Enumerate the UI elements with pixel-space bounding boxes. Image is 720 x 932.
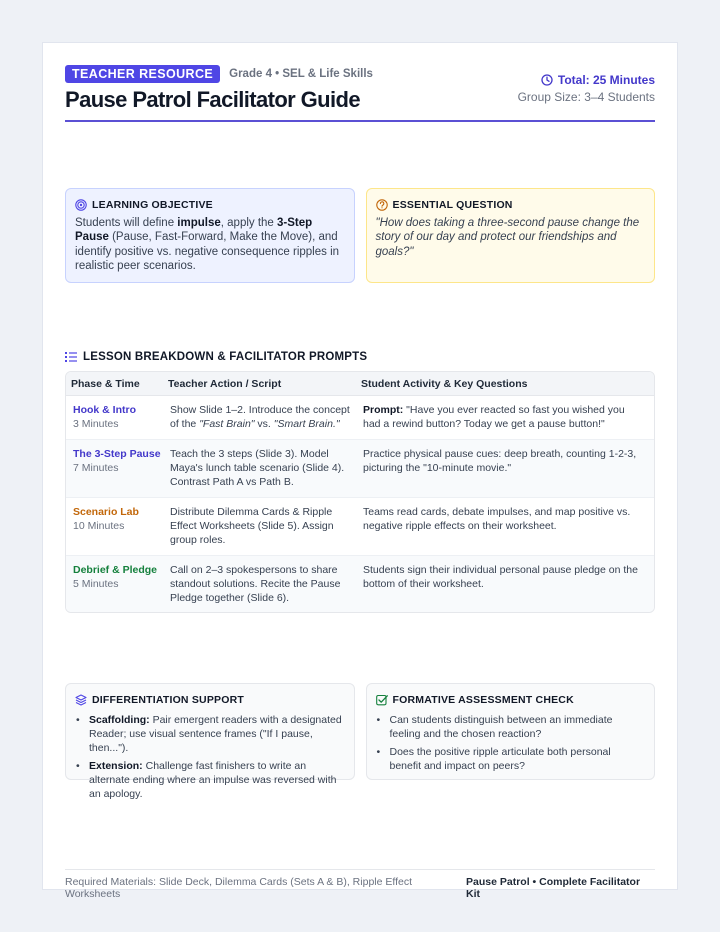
list-item: • Extension: Challenge fast finishers to write an alternate ending where an impulse was reversed with an apology. bbox=[75, 759, 345, 801]
page-header bbox=[65, 65, 655, 122]
page-footer bbox=[65, 869, 655, 900]
intro-cards bbox=[65, 188, 655, 283]
group-size: Group Size: 3–4 Students bbox=[517, 90, 655, 104]
differentiation-card bbox=[65, 683, 355, 800]
phase-name: Debrief & Pledge bbox=[73, 564, 158, 576]
col-student-activity: Student Activity & Key Questions bbox=[361, 377, 528, 390]
list-item: • Does the positive ripple articulate both personal benefit and impact on peers? bbox=[376, 745, 646, 773]
teacher-action: Distribute Dilemma Cards & Ripple Effect Worksheets (Slide 5). Assign group roles. bbox=[170, 506, 334, 546]
total-time bbox=[518, 73, 655, 87]
student-activity: Prompt: "Have you ever reacted so fast you wished you had a rewind button? Today we get a pause button!" bbox=[363, 404, 625, 430]
total-time-label: Total: 25 Minutes bbox=[557, 73, 655, 87]
support-cards bbox=[65, 683, 655, 800]
assessment-heading: FORMATIVE ASSESSMENT CHECK bbox=[392, 694, 574, 706]
list-item: • Can students distinguish between an immediate feeling and the chosen reaction? bbox=[376, 713, 646, 741]
resource-badge: TEACHER RESOURCE bbox=[65, 65, 220, 83]
phase-name: Hook & Intro bbox=[73, 404, 136, 416]
col-teacher-action: Teacher Action / Script bbox=[168, 377, 282, 390]
table-row bbox=[66, 396, 654, 440]
teacher-action: Call on 2–3 spokespersons to share standout solutions. Recite the Pause Pledge together (Slide 6). bbox=[170, 564, 341, 604]
lesson-heading: LESSON BREAKDOWN & FACILITATOR PROMPTS bbox=[83, 351, 368, 363]
assessment-card bbox=[366, 683, 656, 780]
objective-heading: LEARNING OBJECTIVE bbox=[92, 199, 213, 211]
footer-brand: Pause Patrol • Complete Facilitator Kit bbox=[466, 876, 641, 900]
checkbox-icon bbox=[376, 694, 388, 706]
clock-icon bbox=[541, 74, 553, 86]
essential-question-card bbox=[366, 188, 656, 283]
layers-icon bbox=[75, 694, 87, 706]
phase-name: The 3-Step Pause bbox=[73, 448, 161, 460]
student-activity: Teams read cards, debate impulses, and map positive vs. negative ripple effects on their worksheet. bbox=[363, 506, 631, 532]
page-title: Pause Patrol Facilitator Guide bbox=[65, 87, 360, 112]
list-item: • Scaffolding: Pair emergent readers with a designated Reader; use visual sentence frames ("If I pause, then..."). bbox=[75, 713, 345, 755]
phase-name: Scenario Lab bbox=[73, 506, 139, 518]
differentiation-list bbox=[75, 713, 345, 801]
learning-objective-card bbox=[65, 188, 355, 283]
assessment-list bbox=[376, 713, 646, 773]
phase-time: 10 Minutes bbox=[73, 520, 125, 532]
question-heading: ESSENTIAL QUESTION bbox=[392, 199, 513, 211]
lesson-section-title bbox=[65, 351, 367, 363]
table-row bbox=[66, 498, 654, 556]
phase-time: 3 Minutes bbox=[73, 418, 119, 430]
phase-time: 5 Minutes bbox=[73, 578, 119, 590]
phase-time: 7 Minutes bbox=[73, 462, 119, 474]
grade-label: Grade 4 • SEL & Life Skills bbox=[229, 68, 373, 80]
differentiation-heading: DIFFERENTIATION SUPPORT bbox=[92, 694, 244, 706]
table-row bbox=[66, 556, 654, 612]
list-icon bbox=[65, 351, 77, 363]
question-text: "How does taking a three-second pause change the story of our day and protect our friendships and goals?" bbox=[375, 216, 640, 258]
target-icon bbox=[75, 199, 87, 211]
col-phase: Phase & Time bbox=[71, 377, 140, 390]
student-activity: Students sign their individual personal pause pledge on the bottom of their worksheet. bbox=[363, 564, 638, 590]
student-activity: Practice physical pause cues: deep breath, counting 1-2-3, picturing the "10-minute movie." bbox=[363, 448, 637, 474]
question-icon bbox=[376, 199, 388, 211]
guide-page bbox=[42, 42, 678, 900]
table-header bbox=[66, 372, 654, 396]
materials-text: Required Materials: Slide Deck, Dilemma Cards (Sets A & B), Ripple Effect Worksheets bbox=[65, 876, 413, 900]
lesson-table bbox=[65, 371, 655, 613]
table-row bbox=[66, 440, 654, 498]
teacher-action: Teach the 3 steps (Slide 3). Model Maya's lunch table scenario (Slide 4). Contrast Path A vs Path B. bbox=[170, 448, 345, 488]
teacher-action: Show Slide 1–2. Introduce the concept of the "Fast Brain" vs. "Smart Brain." bbox=[170, 404, 350, 430]
objective-text: Students will define impulse, apply the 3-Step Pause (Pause, Fast-Forward, Make the Move), and identify positive vs. negative consequence ripples in realistic peer scenarios. bbox=[75, 216, 340, 273]
